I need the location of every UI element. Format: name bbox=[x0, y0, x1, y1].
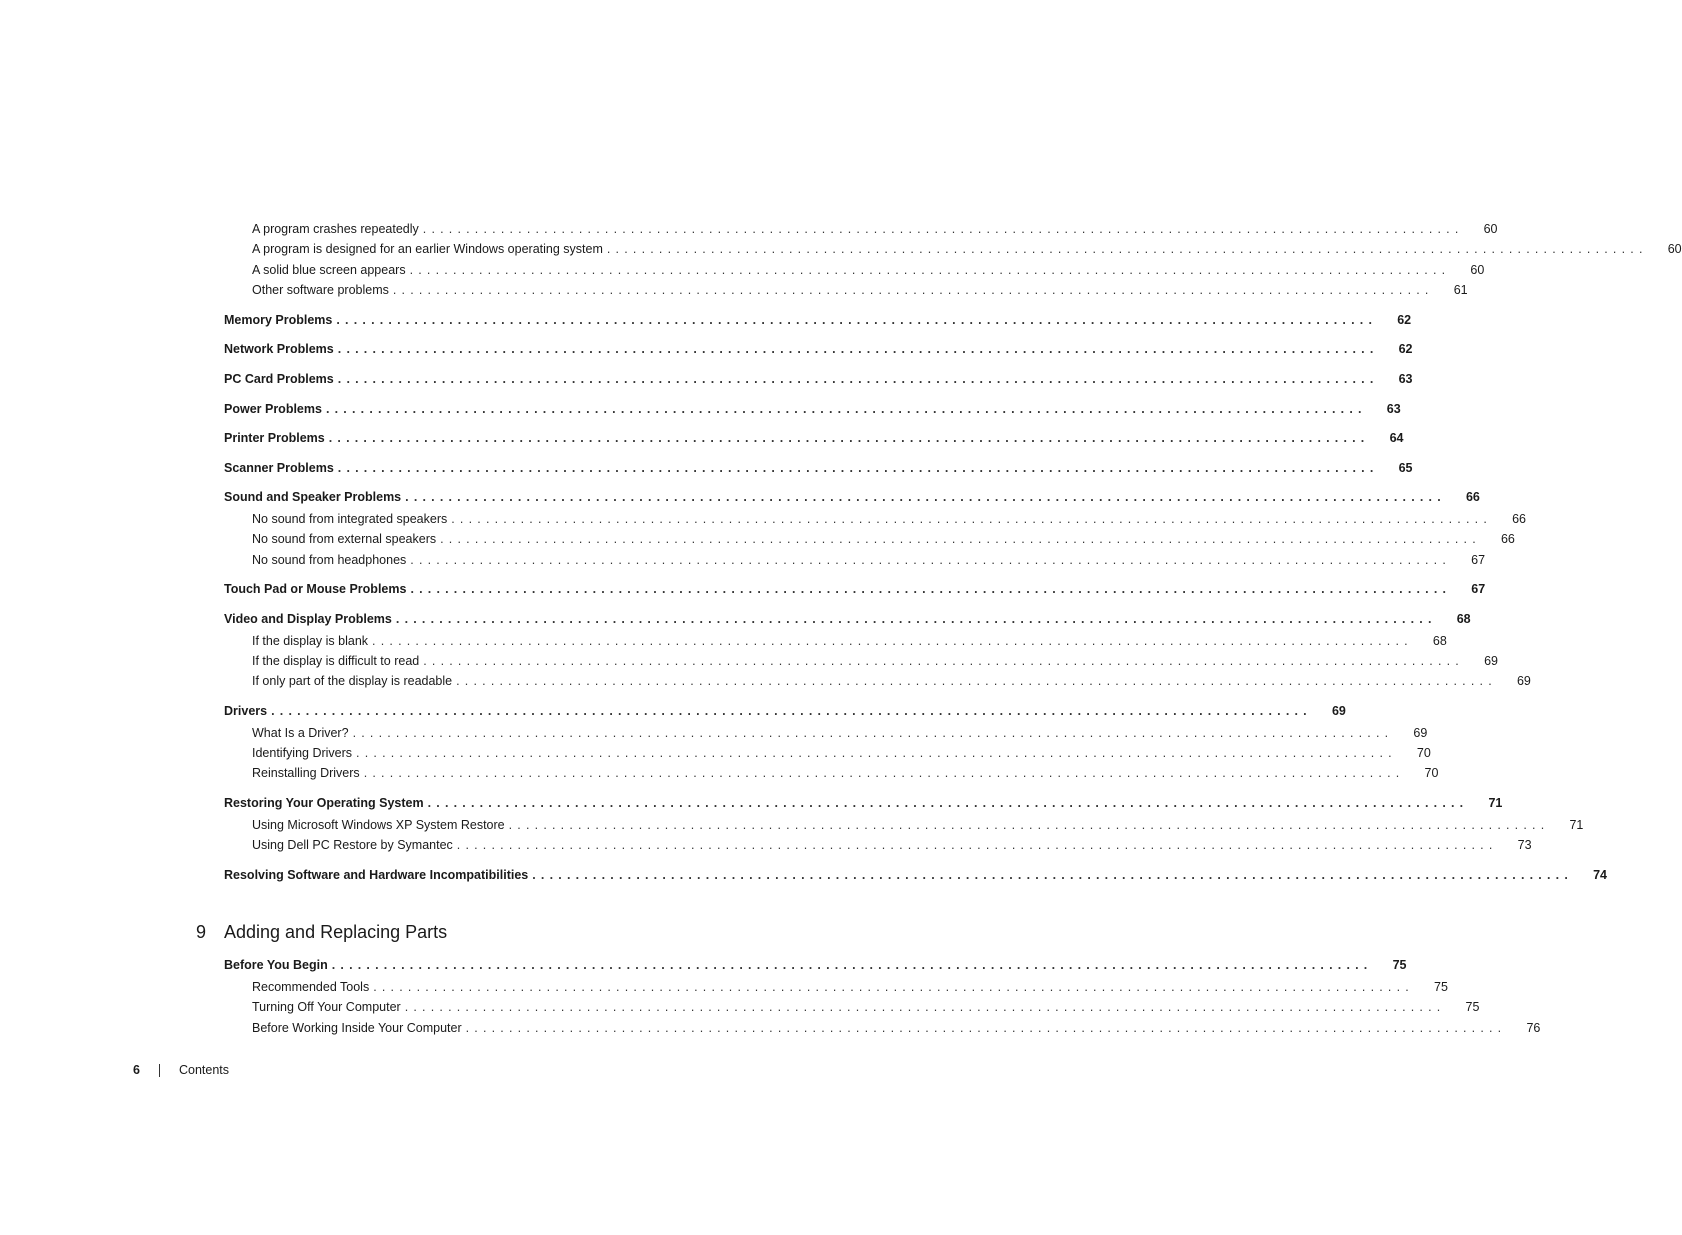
toc-entry-label: Before You Begin bbox=[224, 957, 332, 973]
toc-entry[interactable] bbox=[224, 430, 1404, 446]
footer-divider bbox=[159, 1064, 160, 1077]
toc-entry-page: 60 bbox=[1470, 263, 1485, 277]
dot-leader: ........................................................................................................................ bbox=[404, 1000, 1446, 1014]
dot-leader: ........................................................................................................................ bbox=[392, 283, 1434, 297]
toc-entry-page: 71 bbox=[1488, 796, 1503, 810]
toc-entry-page: 67 bbox=[1471, 553, 1486, 567]
toc-entry-label: Scanner Problems bbox=[224, 460, 338, 476]
toc-entry[interactable] bbox=[252, 817, 1584, 833]
dot-leader: ........................................................................................................................ bbox=[532, 868, 1573, 882]
dot-leader: ........................................................................................................................ bbox=[337, 342, 1379, 356]
toc-entry-page: 69 bbox=[1516, 674, 1531, 688]
toc-entry[interactable] bbox=[224, 795, 1503, 811]
toc-entry-label: If only part of the display is readable bbox=[252, 673, 456, 689]
dot-leader: ........................................................................................................................ bbox=[328, 431, 1370, 445]
toc-entry-label: Drivers bbox=[224, 703, 271, 719]
toc-entry-label: No sound from integrated speakers bbox=[252, 511, 451, 527]
chapter-number: 9 bbox=[196, 922, 207, 942]
dot-leader: ........................................................................................................................ bbox=[271, 704, 1312, 718]
toc-entry[interactable] bbox=[252, 745, 1431, 761]
toc-entry[interactable] bbox=[224, 611, 1471, 627]
toc-entry[interactable] bbox=[224, 581, 1486, 597]
toc-entry-label: A program crashes repeatedly bbox=[252, 221, 423, 237]
toc-entry-label: Identifying Drivers bbox=[252, 745, 356, 761]
page-footer bbox=[0, 1062, 954, 1078]
dot-leader: ........................................................................................................................ bbox=[409, 263, 1451, 277]
toc-entry-label: What Is a Driver? bbox=[252, 725, 353, 741]
toc-entry-page: 61 bbox=[1453, 283, 1468, 297]
toc-entry[interactable] bbox=[252, 765, 1439, 781]
toc-entry-label: A program is designed for an earlier Windows operating system bbox=[252, 241, 607, 257]
dot-leader: ........................................................................................................................ bbox=[405, 490, 1446, 504]
toc-entry[interactable] bbox=[224, 489, 1480, 505]
toc-entry-page: 74 bbox=[1593, 868, 1607, 882]
dot-leader: ........................................................................................................................ bbox=[606, 242, 1648, 256]
toc-entry[interactable] bbox=[252, 531, 1515, 547]
toc-entry-page: 70 bbox=[1424, 766, 1439, 780]
toc-entry[interactable] bbox=[252, 673, 1531, 689]
dot-leader: ........................................................................................................................ bbox=[325, 402, 1367, 416]
toc-entry-page: 66 bbox=[1512, 512, 1526, 526]
toc-entry[interactable] bbox=[252, 241, 1682, 257]
toc-entry[interactable] bbox=[252, 999, 1480, 1015]
toc-entry[interactable] bbox=[252, 221, 1498, 237]
toc-entry-page: 68 bbox=[1432, 634, 1447, 648]
dot-leader: ........................................................................................................................ bbox=[427, 796, 1469, 810]
toc-entry-page: 73 bbox=[1517, 838, 1532, 852]
toc-entry-page: 62 bbox=[1398, 342, 1413, 356]
toc-entry-page: 69 bbox=[1413, 726, 1428, 740]
toc-entry-page: 60 bbox=[1483, 222, 1498, 236]
toc-entry-label: Power Problems bbox=[224, 401, 326, 417]
toc-entry-page: 63 bbox=[1386, 402, 1401, 416]
toc-entry-page: 62 bbox=[1397, 313, 1412, 327]
toc-entry[interactable] bbox=[252, 653, 1498, 669]
toc-entry-label: Touch Pad or Mouse Problems bbox=[224, 581, 410, 597]
dot-leader: ........................................................................................................................ bbox=[336, 313, 1378, 327]
toc-entry-label: Using Microsoft Windows XP System Restore bbox=[252, 817, 509, 833]
toc-entry[interactable] bbox=[224, 312, 1412, 328]
footer-section-title: Contents bbox=[179, 1063, 230, 1077]
toc-entry-page: 65 bbox=[1398, 461, 1413, 475]
toc-entry-label: Network Problems bbox=[224, 341, 338, 357]
toc-entry-page: 75 bbox=[1392, 958, 1407, 972]
toc-entry-page: 67 bbox=[1471, 582, 1486, 596]
toc-entry-label: If the display is blank bbox=[252, 633, 372, 649]
toc-entry-label: Restoring Your Operating System bbox=[224, 795, 428, 811]
toc-entry[interactable] bbox=[252, 262, 1485, 278]
toc-entry-label: Before Working Inside Your Computer bbox=[252, 1020, 466, 1036]
toc-entry[interactable] bbox=[252, 511, 1526, 527]
toc-entry[interactable] bbox=[224, 341, 1413, 357]
dot-leader: ........................................................................................................................ bbox=[331, 958, 1373, 972]
toc-entry-label: No sound from headphones bbox=[252, 552, 410, 568]
toc-entry-page: 64 bbox=[1389, 431, 1404, 445]
chapter-heading[interactable] bbox=[196, 920, 447, 944]
dot-leader: ........................................................................................................................ bbox=[352, 726, 1394, 740]
toc-entry-label: No sound from external speakers bbox=[252, 531, 440, 547]
toc-entry-page: 66 bbox=[1465, 490, 1480, 504]
dot-leader: ........................................................................................................................ bbox=[373, 980, 1414, 994]
toc-entry-label: Video and Display Problems bbox=[224, 611, 396, 627]
toc-entry[interactable] bbox=[252, 282, 1468, 298]
toc-entry-page: 70 bbox=[1416, 746, 1431, 760]
toc-entry-page: 68 bbox=[1456, 612, 1471, 626]
toc-entry-label: Recommended Tools bbox=[252, 979, 373, 995]
toc-entry-label: Memory Problems bbox=[224, 312, 336, 328]
toc-entry[interactable] bbox=[224, 703, 1346, 719]
toc-entry[interactable] bbox=[224, 867, 1607, 883]
toc-entry[interactable] bbox=[224, 957, 1407, 973]
toc-entry[interactable] bbox=[252, 1020, 1541, 1036]
toc-entry-page: 60 bbox=[1667, 242, 1682, 256]
toc-entry-label: A solid blue screen appears bbox=[252, 262, 410, 278]
dot-leader: ........................................................................................................................ bbox=[410, 553, 1452, 567]
dot-leader: ........................................................................................................................ bbox=[337, 372, 1379, 386]
dot-leader: ........................................................................................................................ bbox=[410, 582, 1452, 596]
toc-entry-page: 76 bbox=[1526, 1021, 1541, 1035]
toc-entry[interactable] bbox=[252, 725, 1428, 741]
toc-entry[interactable] bbox=[224, 371, 1413, 387]
toc-entry-page: 75 bbox=[1434, 980, 1448, 994]
page-number: 6 bbox=[133, 1063, 140, 1077]
dot-leader: ........................................................................................................................ bbox=[356, 746, 1397, 760]
dot-leader: ........................................................................................................................ bbox=[363, 766, 1405, 780]
toc-entry[interactable] bbox=[252, 633, 1447, 649]
dot-leader: ........................................................................................................................ bbox=[440, 532, 1481, 546]
toc-entry-label: If the display is difficult to read bbox=[252, 653, 423, 669]
toc-entry-label: Resolving Software and Hardware Incompatibilities bbox=[224, 867, 532, 883]
toc-entry[interactable] bbox=[252, 552, 1486, 568]
dot-leader: ........................................................................................................................ bbox=[423, 654, 1464, 668]
dot-leader: ........................................................................................................................ bbox=[372, 634, 1413, 648]
toc-entry-page: 75 bbox=[1465, 1000, 1480, 1014]
toc-entry[interactable] bbox=[252, 837, 1532, 853]
toc-entry-page: 63 bbox=[1398, 372, 1413, 386]
toc-entry[interactable] bbox=[224, 401, 1401, 417]
toc-entry-page: 69 bbox=[1331, 704, 1346, 718]
dot-leader: ........................................................................................................................ bbox=[422, 222, 1464, 236]
toc-entry-label: Other software problems bbox=[252, 282, 393, 298]
toc-entry-label: Using Dell PC Restore by Symantec bbox=[252, 837, 457, 853]
toc-entry-label: Sound and Speaker Problems bbox=[224, 489, 405, 505]
chapter-title: Adding and Replacing Parts bbox=[224, 922, 448, 942]
toc-entry[interactable] bbox=[252, 979, 1448, 995]
toc-entry-label: Reinstalling Drivers bbox=[252, 765, 364, 781]
dot-leader: ........................................................................................................................ bbox=[465, 1021, 1507, 1035]
toc-entry-label: Printer Problems bbox=[224, 430, 329, 446]
toc-entry[interactable] bbox=[224, 460, 1413, 476]
dot-leader: ........................................................................................................................ bbox=[508, 818, 1550, 832]
toc-entry-page: 71 bbox=[1569, 818, 1584, 832]
dot-leader: ........................................................................................................................ bbox=[456, 838, 1498, 852]
toc-entry-label: Turning Off Your Computer bbox=[252, 999, 405, 1015]
dot-leader: ........................................................................................................................ bbox=[395, 612, 1437, 626]
dot-leader: ........................................................................................................................ bbox=[456, 674, 1497, 688]
toc-entry-label: PC Card Problems bbox=[224, 371, 338, 387]
dot-leader: ........................................................................................................................ bbox=[451, 512, 1492, 526]
toc-entry-page: 69 bbox=[1484, 654, 1498, 668]
toc-entry-page: 66 bbox=[1500, 532, 1515, 546]
dot-leader: ........................................................................................................................ bbox=[337, 461, 1379, 475]
